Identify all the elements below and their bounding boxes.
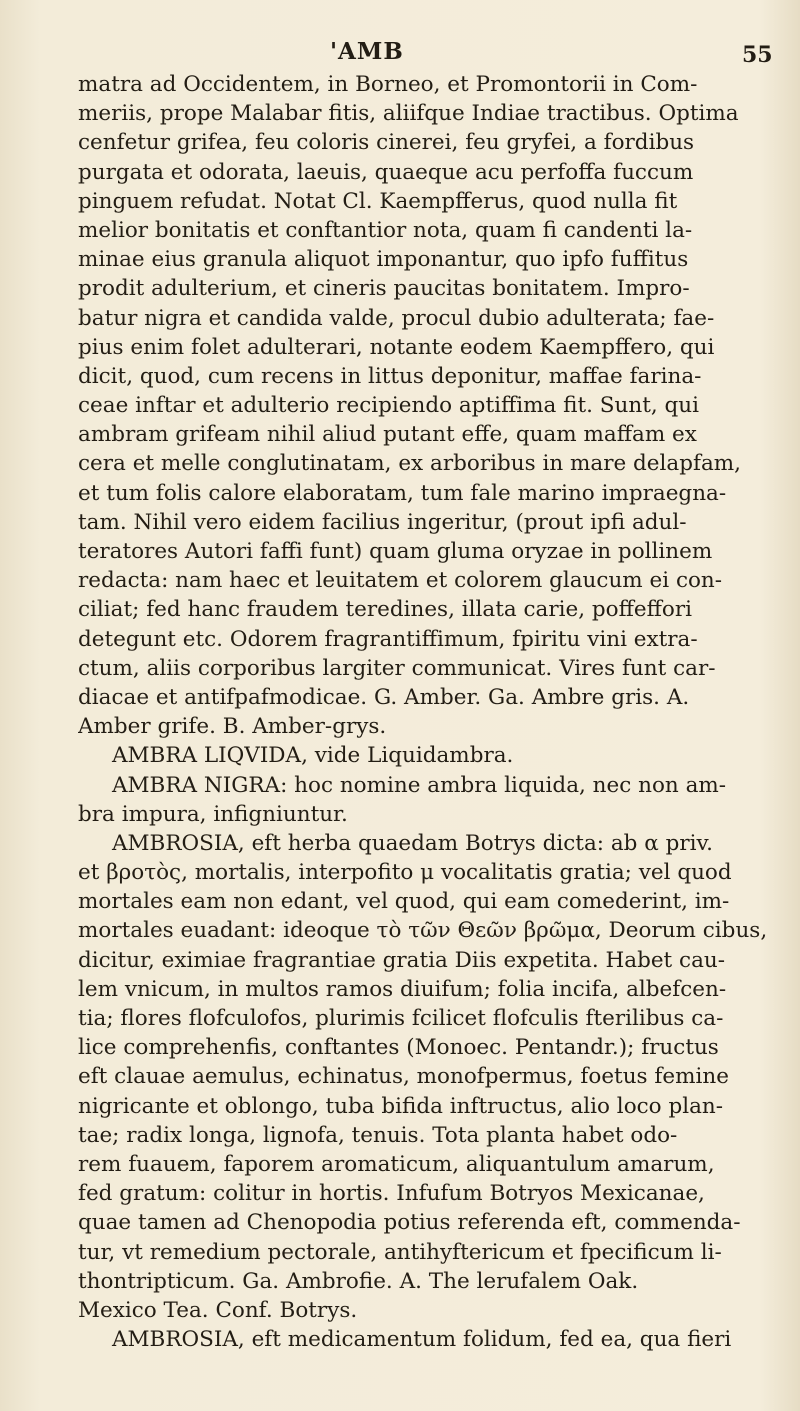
text-line: teratores Autori faffi funt) quam gluma oryzae in pollinem (78, 539, 713, 564)
text-line: mortales euadant: ideoque τὸ τῶν Θεῶν βρῶμα, Deorum cibus, (78, 918, 768, 944)
text-line: diacae et antifpafmodicae. G. Amber. Ga. Ambre gris. A. (78, 684, 690, 710)
text-line: purgata et odorata, laeuis, quaeque acu perfoffa fuccum (78, 159, 694, 185)
page-header (0, 38, 800, 74)
text-line: ceae inftar et adulterio recipiendo aptiffima fit. Sunt, qui (78, 393, 700, 419)
text-line: tur, vt remedium pectorale, antihyftericum et fpecificum li- (78, 1239, 722, 1265)
text-line: ambram grifeam nihil aliud putant effe, quam maffam ex (78, 422, 697, 448)
text-line: pius enim folet adulterari, notante eodem Kaempffero, qui (78, 334, 715, 360)
text-line: mortales eam non edant, vel quod, qui eam comederint, im- (78, 889, 730, 915)
text-line: prodit adulterium, et cineris paucitas bonitatem. Impro- (78, 276, 690, 302)
text-line: dicit, quod, cum recens in littus deponitur, maffae farina- (78, 363, 702, 389)
text-line: detegunt etc. Odorem fragrantiffimum, fpiritu vini extra- (78, 626, 698, 652)
entry-ambrosia-medicamentum: AMBROSIA, eft medicamentum folidum, fed ea, qua fieri (112, 1327, 732, 1353)
text-line: meriis, prope Malabar fitis, aliifque Indiae tractibus. Optima (78, 101, 739, 127)
text-line: bra impura, infigniuntur. (78, 801, 348, 827)
entry-ambra-liquida: AMBRA LIQVIDA, vide Liquidambra. (112, 743, 514, 769)
text-line: lice comprehenfis, conftantes (Monoec. Pentandr.); fructus (78, 1035, 719, 1061)
text-line: quae tamen ad Chenopodia potius referenda eft, commenda- (78, 1210, 741, 1236)
body-text (78, 70, 778, 1354)
text-line: thontripticum. Ga. Ambrofie. A. The lerufalem Oak. (78, 1268, 639, 1294)
text-line: pinguem refudat. Notat Cl. Kaempfferus, quod nulla fit (78, 188, 678, 214)
text-line: lem vnicum, in multos ramos diuifum; folia incifa, albefcen- (78, 976, 727, 1002)
text-line: tae; radix longa, lignofa, tenuis. Tota planta habet odo- (78, 1122, 678, 1148)
entry-ambra-nigra: AMBRA NIGRA: hoc nomine ambra liquida, nec non am- (112, 772, 727, 798)
text-line: dicitur, eximiae fragrantiae gratia Diis expetita. Habet cau- (78, 947, 726, 973)
running-head: 'AMB (330, 38, 404, 65)
text-line: Mexico Tea. Conf. Botrys. (78, 1297, 358, 1323)
text-line: redacta: nam haec et leuitatem et colorem glaucum ei con- (78, 568, 723, 594)
text-line: nigricante et oblongo, tuba bifida inftructus, alio loco plan- (78, 1093, 724, 1119)
text-line: cenfetur grifea, feu coloris cinerei, feu gryfei, a fordibus (78, 130, 695, 156)
text-line: batur nigra et candida valde, procul dubio adulterata; fae- (78, 305, 715, 331)
text-line: ctum, aliis corporibus largiter communicat. Vires funt car- (78, 655, 716, 681)
text-line: rem fuauem, faporem aromaticum, aliquantulum amarum, (78, 1151, 715, 1177)
text-line: tia; flores flofculofos, plurimis fcilicet flofculis fterilibus ca- (78, 1006, 724, 1031)
text-line: tam. Nihil vero eidem facilius ingeritur, (prout ipfi adul- (78, 509, 687, 535)
text-line: ciliat; fed hanc fraudem teredines, illata carie, poffeffori (78, 597, 692, 623)
text-line: et βροτὸς, mortalis, interpofito μ vocalitatis gratia; vel quod (78, 860, 732, 886)
text-line: et tum folis calore elaboratam, tum fale marino impraegna- (78, 480, 727, 506)
text-line: melior bonitatis et conftantior nota, quam fi candenti la- (78, 217, 693, 243)
text-line: minae eius granula aliquot imponantur, quo ipfo fuffitus (78, 247, 689, 273)
page-number: 55 (742, 42, 773, 68)
entry-ambrosia-herba: AMBROSIA, eft herba quaedam Botrys dicta: ab α priv. (112, 830, 713, 856)
text-line: eft clauae aemulus, echinatus, monofpermus, foetus femine (78, 1064, 729, 1090)
text-line: fed gratum: colitur in hortis. Infufum Botryos Mexicanae, (78, 1181, 705, 1207)
text-line: matra ad Occidentem, in Borneo, et Promontorii in Com- (78, 72, 698, 97)
text-line: Amber grife. B. Amber-grys. (78, 714, 387, 740)
text-line: cera et melle conglutinatam, ex arboribus in mare delapfam, (78, 451, 741, 477)
